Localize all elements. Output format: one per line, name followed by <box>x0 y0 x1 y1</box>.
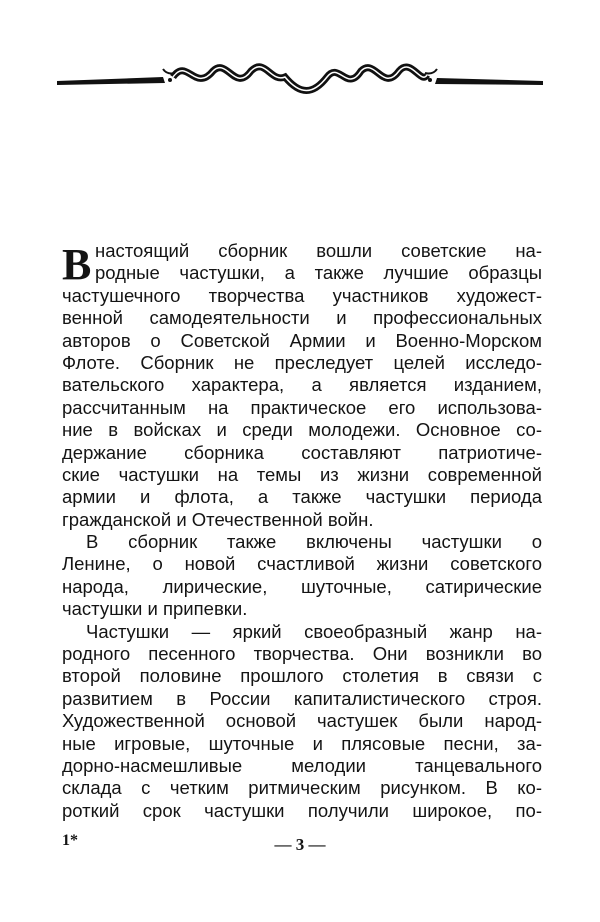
ornament-divider <box>55 55 545 95</box>
text-line: склада с четким ритмическим рисунком. В ко- <box>62 777 542 799</box>
text-line: дорно-насмешливые мелодии танцевального <box>62 754 542 776</box>
text-line: родные частушки, а также лучшие образцы <box>95 262 542 284</box>
text-line: рассчитанным на практическое его использова- <box>62 396 542 418</box>
text-line: Флоте. Сборник не преследует целей исследо- <box>62 351 542 373</box>
signature-mark: 1* <box>62 832 78 849</box>
page-number: — 3 — <box>274 835 326 854</box>
text-line: частушки и припевки. <box>62 598 248 620</box>
text-line: Художественной основой частушек были народ- <box>62 710 542 732</box>
text-line: вательского характера, а является изданием, <box>62 374 542 396</box>
text-line: гражданской и Отечественной войн. <box>62 508 374 530</box>
text-line: развитием в России капиталистического строя. <box>62 687 542 709</box>
text-line: ные игровые, шуточные и плясовые песни, за- <box>62 732 542 754</box>
text-line: армии и флота, а также частушки периода <box>62 486 542 508</box>
text-line: авторов о Советской Армии и Военно-Морском <box>62 329 542 351</box>
text-line: второй половине прошлого столетия в связи с <box>62 665 542 687</box>
text-line: В сборник также включены частушки о <box>86 531 542 553</box>
text-line: Ленине, о новой счастливой жизни советского <box>62 553 542 575</box>
body-text <box>62 240 542 822</box>
text-line: Частушки — яркий своеобразный жанр на- <box>86 620 542 642</box>
text-line: ские частушки на темы из жизни современной <box>62 463 542 485</box>
text-line: настоящий сборник вошли советские на- <box>95 240 542 261</box>
text-line: роткий срок частушки получили широкое, по- <box>62 799 542 821</box>
text-line: частушечного творчества участников художест- <box>62 284 542 306</box>
text-line: родного песенного творчества. Они возникли во <box>62 643 542 665</box>
text-line: венной самодеятельности и профессиональных <box>62 307 542 329</box>
drop-cap: В <box>62 240 92 289</box>
text-line: народа, лирические, шуточные, сатирические <box>62 575 542 597</box>
text-line: ние в войсках и среди молодежи. Основное со- <box>62 419 542 441</box>
text-line: держание сборника составляют патриотиче- <box>62 441 542 463</box>
